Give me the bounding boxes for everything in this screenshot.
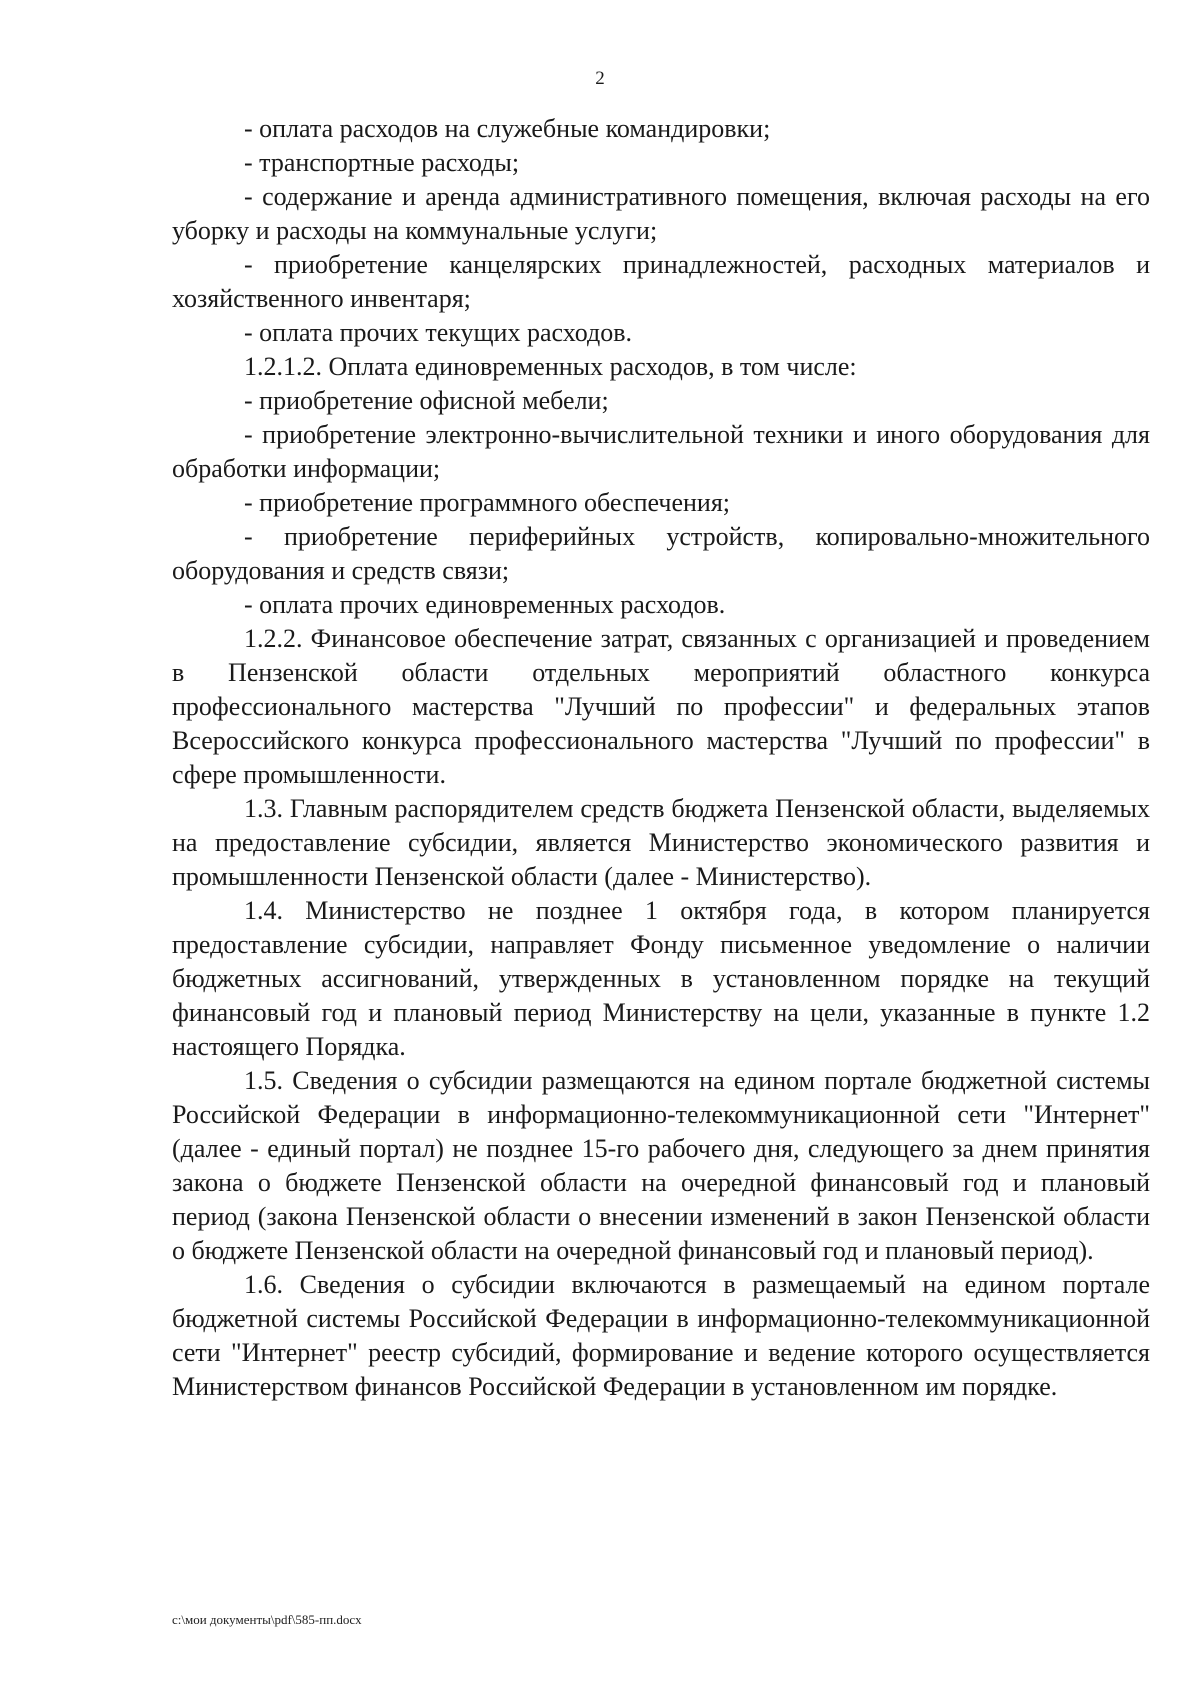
clause-1-2-1-2: 1.2.1.2. Оплата единовременных расходов, в том числе: (244, 352, 857, 381)
list-item-other-one-time: - оплата прочих единовременных расходов. (244, 590, 726, 619)
list-item-other-current: - оплата прочих текущих расходов. (244, 318, 632, 347)
clause-1-4: 1.4. Министерство не позднее 1 октября года, в котором планируется предоставление субсидии, направляет Фонду письменное уведомление о наличии бюджетных ассигнований, утвержденных в установленном порядке на текущий финансовый год и плановый период Министерству на цели, указанные в пункте 1.2 настоящего Порядка. (172, 896, 1150, 1061)
clause-1-5: 1.5. Сведения о субсидии размещаются на едином портале бюджетной системы Российской Федерации в информационно-телекоммуникационной сети "Интернет" (далее - единый портал) не позднее 15-го рабочего дня, следующего за днем принятия закона о бюджете Пензенской области на очередной финансовый год и плановый период (закона Пензенской области о внесении изменений в закон Пензенской области о бюджете Пензенской области на очередной финансовый год и плановый период). (172, 1066, 1150, 1265)
list-item-computers: - приобретение электронно-вычислительной техники и иного оборудования для обработки информации; (172, 420, 1150, 483)
list-item-transport: - транспортные расходы; (244, 148, 520, 177)
list-item-furniture: - приобретение офисной мебели; (244, 386, 609, 415)
list-item-office-supplies: - приобретение канцелярских принадлежностей, расходных материалов и хозяйственного инвентаря; (172, 250, 1150, 313)
list-item-software: - приобретение программного обеспечения; (244, 488, 731, 517)
clause-1-3: 1.3. Главным распорядителем средств бюджета Пензенской области, выделяемых на предоставление субсидии, является Министерство экономического развития и промышленности Пензенской области (далее - Министерство). (172, 794, 1150, 891)
clause-1-2-2: 1.2.2. Финансовое обеспечение затрат, связанных с организацией и проведением в Пензенской области отдельных мероприятий областного конкурса профессионального мастерства "Лучший по профессии" и федеральных этапов Всероссийского конкурса профессионального мастерства "Лучший по профессии" в сфере промышленности. (172, 624, 1150, 789)
page-number: 2 (595, 68, 605, 89)
list-item-business-trips: - оплата расходов на служебные командировки; (244, 114, 771, 143)
clause-1-6: 1.6. Сведения о субсидии включаются в размещаемый на едином портале бюджетной системы Российской Федерации в информационно-телекоммуникационной сети "Интернет" реестр субсидий, формирование и ведение которого осуществляется Министерством финансов Российской Федерации в установленном им порядке. (172, 1270, 1150, 1401)
list-item-peripherals: - приобретение периферийных устройств, копировально-множительного оборудования и средств связи; (172, 522, 1150, 585)
footer-file-path: c:\мои документы\pdf\585-пп.docx (172, 1612, 362, 1627)
list-item-premises: - содержание и аренда административного помещения, включая расходы на его уборку и расходы на коммунальные услуги; (172, 182, 1150, 245)
document-body (172, 112, 1150, 1404)
